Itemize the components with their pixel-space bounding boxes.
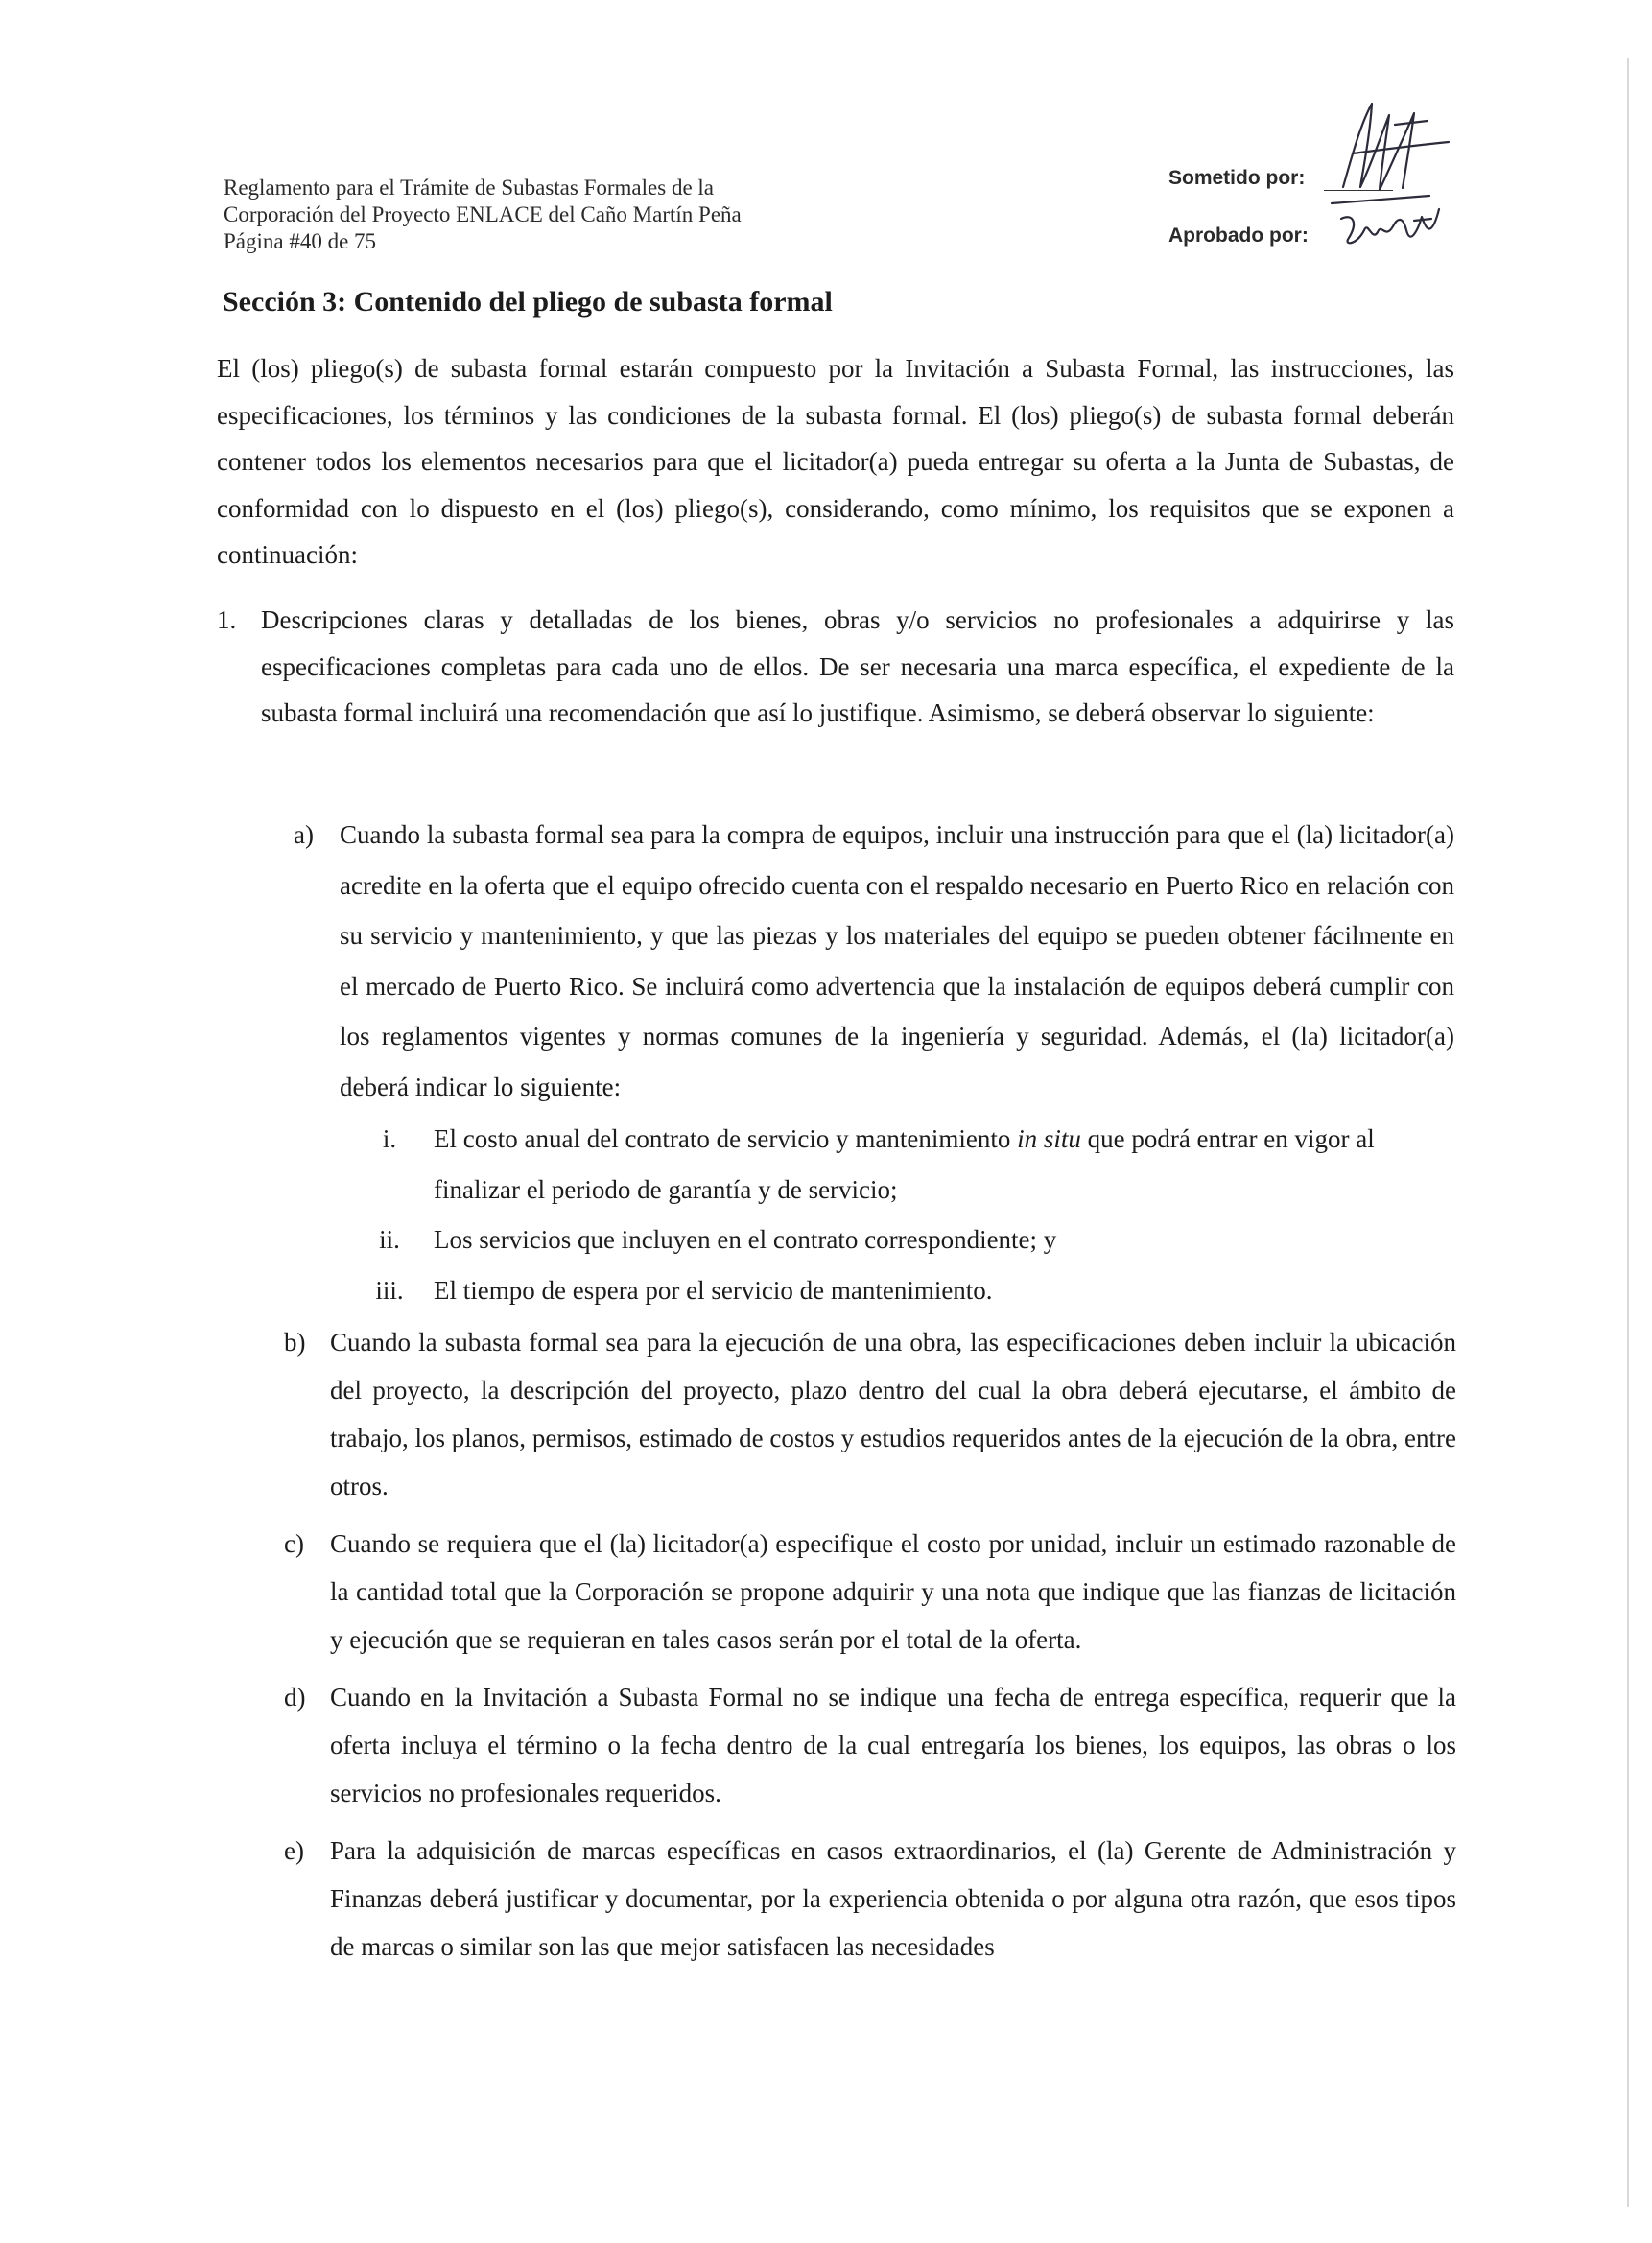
header-line-1: Reglamento para el Trámite de Subastas Formales de la	[224, 176, 714, 200]
sub-item-marker: d)	[284, 1683, 306, 1712]
roman-marker: ii.	[379, 1225, 400, 1254]
document-header	[224, 175, 953, 255]
sub-item-marker: a)	[294, 820, 314, 849]
section-title: Sección 3: Contenido del pliego de subasta formal	[223, 286, 833, 318]
roman-marker: i.	[382, 1124, 397, 1153]
sub-item-e	[284, 1827, 1456, 1971]
sub-item-marker: c)	[284, 1529, 304, 1558]
sub-item-b	[284, 1318, 1456, 1510]
intro-text: El (los) pliego(s) de subasta formal estarán compuesto por la Invitación a Subasta Formal, las instrucciones, las especificaciones, los términos y las condiciones de la subasta formal. El (los) pliego(s) de subasta formal deberán contener todos los elementos necesarios para que el licitador(a) pueda entregar su oferta a la Junta de Subastas, de conformidad con lo dispuesto en el (los) pliego(s), considerando, como mínimo, los requisitos que se exponen a continuación:	[217, 354, 1454, 569]
roman-text-before: El costo anual del contrato de servicio y mantenimiento	[434, 1124, 1018, 1153]
roman-list	[370, 1114, 1454, 1315]
sub-item-marker: e)	[284, 1836, 304, 1865]
sub-item-text: Para la adquisición de marcas específicas en casos extraordinarios, el (la) Gerente de Administración y Finanzas deberá justificar y documentar, por la experiencia obtenida o por alguna otra razón, que esos tipos de marcas o similar son las que mejor satisfacen las necesidades	[330, 1836, 1456, 1961]
header-line-2: Corporación del Proyecto ENLACE del Caño Martín Peña	[224, 202, 742, 226]
list-item-1	[217, 597, 1454, 737]
sub-item-marker: b)	[284, 1328, 306, 1357]
page-edge-line	[1627, 58, 1629, 2207]
list-item-text: Descripciones claras y detalladas de los bienes, obras y/o servicios no profesionales a adquirirse y las especificaciones completas para cada uno de ellos. De ser necesaria una marca específica, el expediente de la subasta formal incluirá una recomendación que así lo justifique. Asimismo, se deberá observar lo siguiente:	[261, 605, 1454, 727]
approval-block	[1168, 165, 1456, 261]
requirements-list	[217, 597, 1454, 737]
roman-item-i	[370, 1114, 1454, 1215]
roman-text-italic: in situ	[1017, 1124, 1081, 1153]
page-number: Página #40 de 75	[224, 229, 377, 253]
sub-item-text: Cuando la subasta formal sea para la compra de equipos, incluir una instrucción para que el (la) licitador(a) acredite en la oferta que el equipo ofrecido cuenta con el respaldo necesario en Puerto Rico en relación con su servicio y mantenimiento, y que las piezas y los materiales del equipo se pueden obtener fácilmente en el mercado de Puerto Rico. Se incluirá como advertencia que la instalación de equipos deberá cumplir con los reglamentos vigentes y normas comunes de la ingeniería y seguridad. Además, el (la) licitador(a) deberá indicar lo siguiente:	[340, 820, 1454, 1101]
sub-item-text: Cuando la subasta formal sea para la ejecución de una obra, las especificaciones deben incluir la ubicación del proyecto, la descripción del proyecto, plazo dentro del cual la obra deberá ejecutarse, el ámbito de trabajo, los planos, permisos, estimado de costos y estudios requeridos antes de la ejecución de la obra, entre otros.	[330, 1328, 1456, 1500]
sub-item-d	[284, 1673, 1456, 1817]
sub-list-b-e	[284, 1318, 1456, 1980]
roman-item-ii	[370, 1215, 1454, 1265]
roman-text-before: El tiempo de espera por el servicio de mantenimiento.	[434, 1275, 993, 1305]
intro-paragraph	[217, 345, 1454, 578]
sub-item-text: Cuando se requiera que el (la) licitador(a) especifique el costo por unidad, incluir un estimado razonable de la cantidad total que la Corporación se propone adquirir y una nota que indique que las fianzas de licitación y ejecución que se requieran en tales casos serán por el total de la oferta.	[330, 1529, 1456, 1654]
sub-item-text: Cuando en la Invitación a Subasta Formal no se indique una fecha de entrega específica, requerir que la oferta incluya el término o la fecha dentro de la cual entregaría los bienes, los equipos, las obras o los servicios no profesionales requeridos.	[330, 1683, 1456, 1807]
roman-text-after: que podrá entrar en vigor al finalizar el periodo de garantía y de servicio;	[434, 1124, 1375, 1204]
sub-item-a	[294, 810, 1454, 1112]
sub-list-a	[294, 810, 1454, 1315]
submitted-by-label: Sometido por:	[1168, 167, 1306, 189]
roman-item-iii	[370, 1265, 1454, 1316]
submitted-by-line	[1324, 190, 1393, 191]
roman-text-before: Los servicios que incluyen en el contrato correspondiente; y	[434, 1225, 1057, 1254]
approved-by-label: Aprobado por:	[1168, 224, 1309, 247]
sub-item-c	[284, 1520, 1456, 1664]
list-item-marker: 1.	[217, 605, 237, 634]
roman-marker: iii.	[375, 1275, 404, 1305]
